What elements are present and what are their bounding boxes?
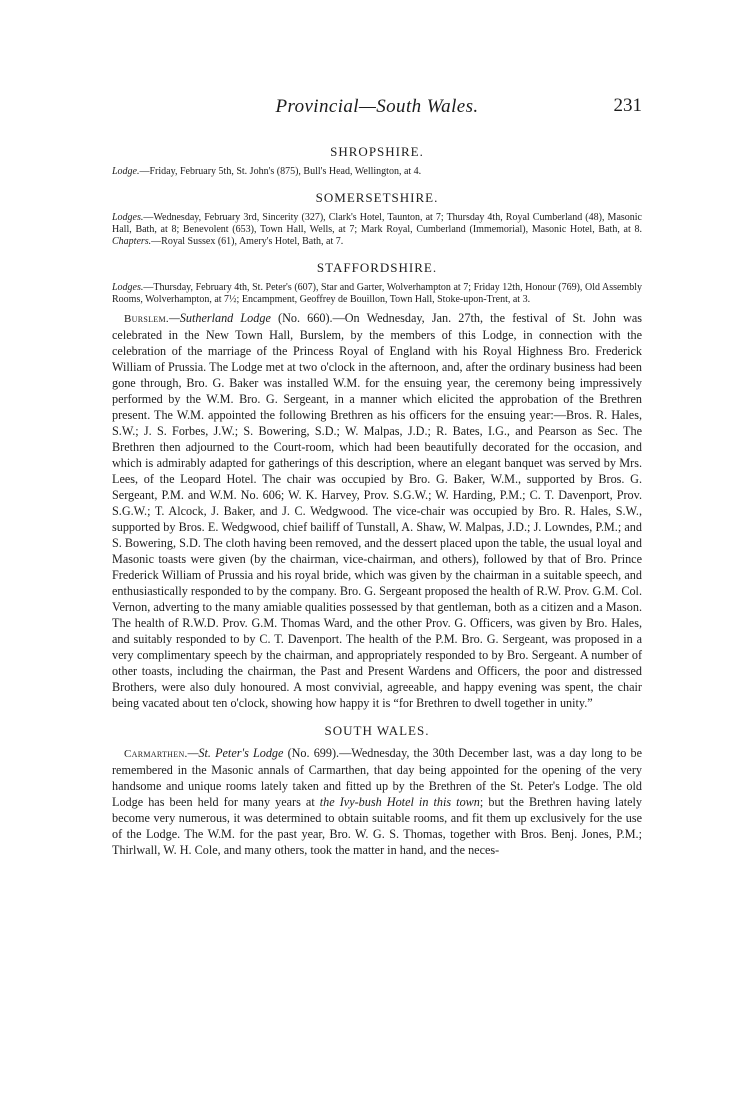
notice-lead: Lodges. xyxy=(112,282,144,293)
report-body: (No. 699).—Wednesday, the 30th December last, was a day long to be remembered in the Masonic annals of Carmarthen, that day being appointed for the opening of the very handsome and unique rooms lately taken and fitted up by the Brethren of the St. Peter's Lodge. The old Lodge has been held for many years at xyxy=(112,746,642,809)
notice-text: —Wednesday, February 3rd, Sincerity (327), Clark's Hotel, Taunton, at 7; Thursday 4th, Royal Cumberland (48), Masonic Hall, Bath, at 8; Benevolent (653), Town Hall, Wells, at 7; Mark Royal, Cumberland (Immemorial), Masonic Hotel, Bath, at 8. xyxy=(112,212,642,235)
document-page xyxy=(112,96,642,870)
running-title: Provincial—South Wales. xyxy=(275,96,479,117)
report-venue: the Ivy-bush Hotel in this town xyxy=(319,795,480,809)
section-heading-south-wales: SOUTH WALES. xyxy=(324,723,430,738)
notice-lead: Lodges. xyxy=(112,212,144,223)
shropshire-notice xyxy=(112,166,642,178)
notice-lead-chapters: Chapters. xyxy=(112,236,152,247)
notice-lead: Lodge. xyxy=(112,166,140,177)
report-lodge: —Sutherland Lodge xyxy=(168,311,271,325)
notice-text: —Thursday, February 4th, St. Peter's (607), Star and Garter, Wolverhampton at 7; Friday 12th, Honour (769), Old Assembly Rooms, Wolverhampton, at 7½; Encampment, Geoffrey de Bouillon, Town Hall, Stoke-upon-Trent, at 3. xyxy=(112,282,642,305)
report-lodge: —St. Peter's Lodge xyxy=(187,746,284,760)
section-heading-shropshire: SHROPSHIRE. xyxy=(330,144,424,159)
burslem-report xyxy=(112,310,642,711)
report-place: Carmarthen. xyxy=(124,748,188,760)
somersetshire-notice xyxy=(112,212,642,248)
carmarthen-report xyxy=(112,745,642,858)
running-head xyxy=(112,96,642,122)
section-heading-somersetshire: SOMERSETSHIRE. xyxy=(315,190,439,205)
staffordshire-notice xyxy=(112,282,642,306)
report-body: (No. 660).—On Wednesday, Jan. 27th, the festival of St. John was celebrated in the New Town Hall, Burslem, by the members of this Lodge, in connection with the celebration of the marriage of the Princess Royal of England with his Royal Highness Bro. Frederick William of Prussia. The Lodge met at two o'clock in the afternoon, and, after the ordinary business had been gone through, Bro. G. Baker was installed W.M. for the ensuing year, the ceremony being impressively performed by the W.M. Bro. G. Sergeant, in a manner which elicited the approbation of the Brethren present. The W.M. appointed the following Brethren as his officers for the ensuing year:—Bros. R. Hales, S.W.; J. S. Forbes, J.W.; S. Bowering, S.D.; W. Malpas, J.D.; R. Bates, I.G., and Pearson as Sec. The Brethren then adjourned to the Court-room, which had been beautifully decorated for the occasion, and which is admirably adapted for gatherings of this description, where an elegant banquet was served by Mrs. Lees, of the Leopard Hotel. The chair was occupied by Bro. G. Baker, W.M., supported by Bros. G. Sergeant, P.M. and W.M. No. 606; W. K. Harvey, Prov. S.G.W.; W. Harding, P.M.; C. T. Davenport, Prov. S.G.W.; T. Alcock, J. Baker, and J. C. Wedgwood. The vice-chair was occupied by Bro. R. Hales, S.W., supported by Bros. E. Wedgwood, chief bailiff of Tunstall, A. Shaw, W. Malpas, J.D.; J. Lowndes, P.M.; and S. Bowering, S.D. The cloth having been removed, and the dessert placed upon the table, the usual loyal and Masonic toasts were given (by the chairman, vice-chairman, and others), followed by that of Bro. Prince Frederick William of Prussia and his royal bride, which was given by the chairman in a suitable speech, and enthusiastically responded to by the company. Bro. G. Sergeant proposed the health of R.W. Prov. G.M. Col. Vernon, adverting to the many amiable qualities possessed by that gentleman, both as a citizen and a Mason. The health of R.W.D. Prov. G.M. Thomas Ward, and the other Prov. G. Officers, was given by Bro. Hales, and suitably responded to by C. T. Davenport. The health of the P.M. Bro. G. Sergeant, was proposed in a very complimentary speech by the chairman, and appropriately responded to by Bro. Sergeant. A number of other toasts, including the chairman, the Past and Present Wardens and Officers, the poor and distressed Brothers, were also duly honoured. A most convivial, agreeable, and happy evening was spent, the chair being vacated about ten o'clock, showing how happy it is “for Brethren to dwell together in unity.” xyxy=(112,311,642,710)
section-heading-staffordshire: STAFFORDSHIRE. xyxy=(316,260,438,275)
notice-text-chapters: —Royal Sussex (61), Amery's Hotel, Bath, at 7. xyxy=(151,236,344,247)
report-body-continued: ; but the Brethren having lately become very numerous, it was determined to obtain suitable rooms, and fit them up exclusively for the use of the Lodge. The W.M. for the past year, Bro. W. G. S. Thomas, together with Bros. Benj. Jones, P.M.; Thirlwall, W. H. Cole, and many others, took the matter in hand, and the neces- xyxy=(112,795,643,857)
report-place: Burslem. xyxy=(124,313,169,325)
notice-text: —Friday, February 5th, St. John's (875), Bull's Head, Wellington, at 4. xyxy=(139,166,422,177)
page-number: 231 xyxy=(613,95,642,116)
